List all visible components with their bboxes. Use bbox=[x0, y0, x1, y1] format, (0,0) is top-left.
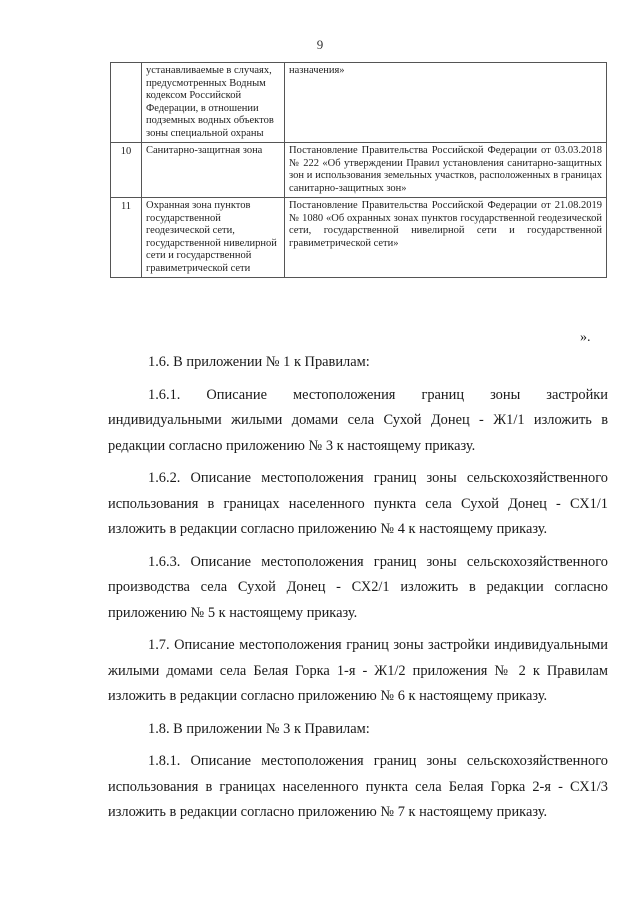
table-row bbox=[111, 63, 607, 143]
regulation-text: назначения» bbox=[285, 63, 607, 143]
paragraph: 1.7. Описание местоположения границ зоны застройки индивидуальными жилыми домами села Белая Горка 1-я - Ж1/2 приложения № 2 к Правилам изложить в редакции согласно приложению № 6 к настоящему приказу. bbox=[108, 637, 608, 704]
row-number bbox=[111, 63, 142, 143]
regulation-text: Постановление Правительства Российской Федерации от 21.08.2019 № 1080 «Об охранных зонах пунктов государственной геодезической сети, государственной нивелирной сети и государственной гравиметрической сети» bbox=[285, 198, 607, 278]
zone-name: Охранная зона пунктов государственной геодезической сети, государственной нивелирной сети и государственной гравиметрической сети bbox=[142, 198, 285, 278]
paragraph: 1.6. В приложении № 1 к Правилам: bbox=[148, 354, 370, 370]
zone-name: Санитарно-защитная зона bbox=[142, 143, 285, 198]
regulation-text: Постановление Правительства Российской Федерации от 03.03.2018 № 222 «Об утверждении Правил установления санитарно-защитных зон и использования земельных участков, расположенных в границах санитарно-защитных зон» bbox=[285, 143, 607, 198]
paragraph: 1.6.1. Описание местоположения границ зоны застройки индивидуальными жилыми домами села Сухой Донец - Ж1/1 изложить в редакции согласно приложению № 3 к настоящему приказу. bbox=[108, 386, 608, 454]
zone-name: устанавливаемые в случаях, предусмотренных Водным кодексом Российской Федерации, в отношении подземных водных объектов зоны специальной охраны bbox=[142, 63, 285, 143]
paragraph: 1.6.3. Описание местоположения границ зоны сельскохозяйственного производства села Сухой Донец - СХ2/1 изложить в редакции согласно приложению № 5 к настоящему приказу. bbox=[108, 553, 608, 621]
row-number: 10 bbox=[111, 143, 142, 198]
page-number: 9 bbox=[316, 37, 324, 52]
paragraph: 1.8. В приложении № 3 к Правилам: bbox=[148, 720, 370, 737]
zones-table bbox=[110, 62, 607, 278]
paragraph: 1.8.1. Описание местоположения границ зоны сельскохозяйственного использования в границах населенного пункта села Белая Горка 2-я - СХ1/3 изложить в редакции согласно приложению № 7 к настоящему приказу. bbox=[108, 753, 608, 820]
body-text bbox=[108, 350, 608, 826]
closing-quote: ». bbox=[580, 330, 591, 345]
row-number: 11 bbox=[111, 198, 142, 278]
table-row bbox=[111, 198, 607, 278]
table-row bbox=[111, 143, 607, 198]
paragraph: 1.6.2. Описание местоположения границ зоны сельскохозяйственного использования в границах населенного пункта села Сухой Донец - СХ1/1 изложить в редакции согласно приложению № 4 к настоящему приказу. bbox=[108, 470, 608, 537]
